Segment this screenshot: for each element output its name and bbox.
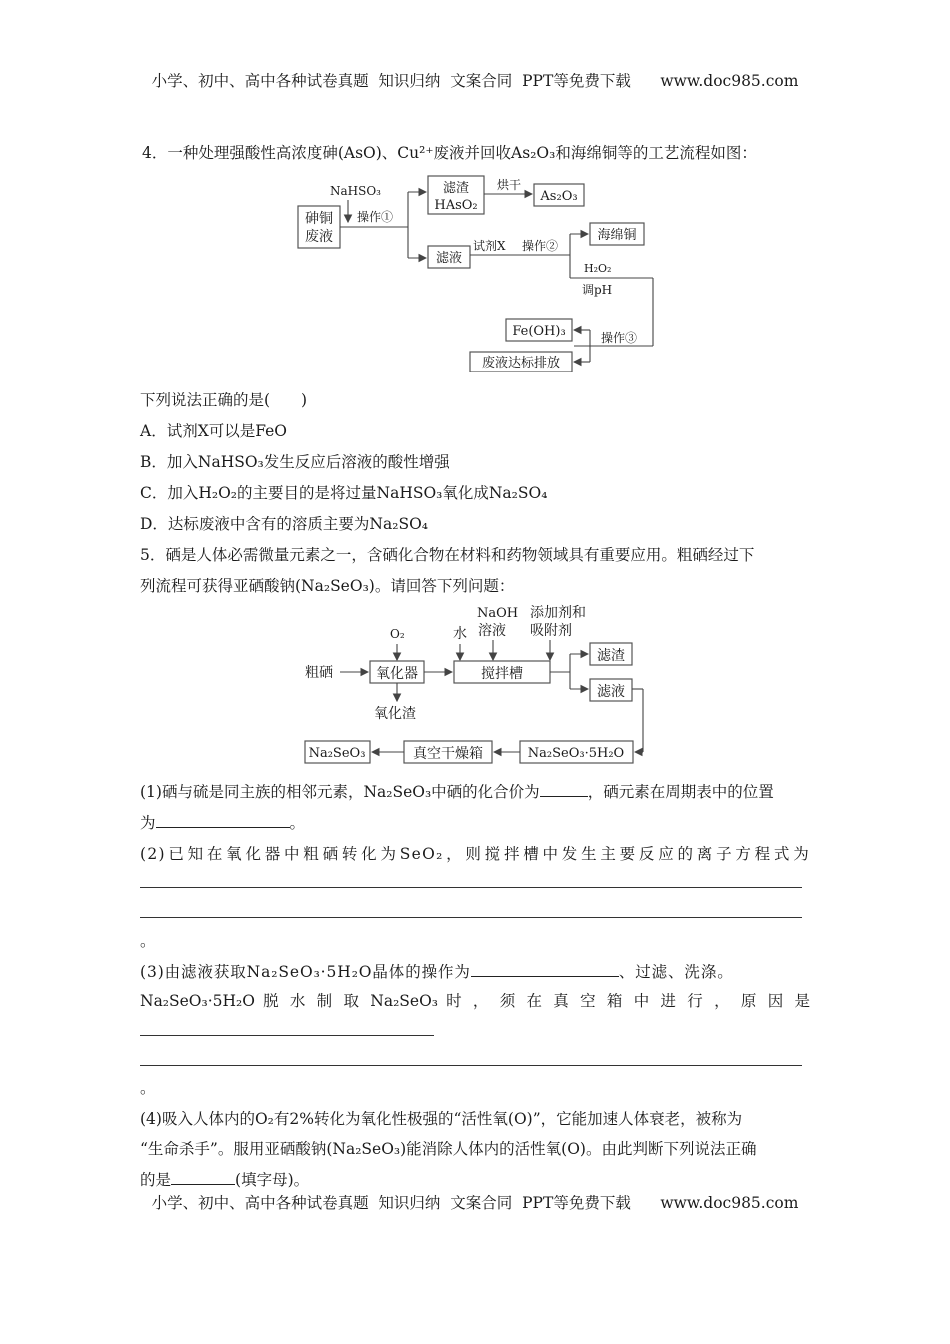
q5-tank-label: 搅拌槽 [481, 666, 523, 682]
q4-op2-label: 操作② [522, 239, 559, 253]
q5-oxidizer-label: 氧化器 [376, 666, 418, 682]
q4-flow-diagram [0, 172, 950, 372]
q5-part4-text-c: 的是 [140, 1171, 172, 1189]
q5-part3-blank-1[interactable] [471, 960, 619, 977]
q5-water-label: 水 [453, 626, 467, 642]
q4-option-d: D．达标废液中含有的溶质主要为Na₂SO₄ [140, 515, 428, 533]
q4-residue-formula: HAsO₂ [434, 198, 478, 213]
q5-part1-line1 [140, 780, 774, 803]
q5-part3-text-b: 、过滤、洗涤。 [618, 963, 734, 981]
q5-part3-answer-line-2[interactable] [140, 1065, 802, 1066]
q4-question: 下列说法正确的是( ) [140, 391, 308, 409]
q5-part1-text-a: (1)硒与硫是同主族的相邻元素，Na₂SeO₃中硒的化合价为 [140, 783, 540, 801]
q4-ph-label: 调pH [582, 283, 613, 297]
page-header: 小学、初中、高中各种试卷真题 知识归纳 文案合同 PPT等免费下载 www.doc985.com [151, 72, 799, 90]
q5-slag-label: 氧化渣 [374, 706, 416, 722]
q4-h2o2-label: H₂O₂ [584, 262, 612, 275]
q4-filtrate-label: 滤液 [435, 251, 463, 266]
q4-residue-label: 滤渣 [442, 181, 470, 196]
q4-feed-label-2: 废液 [305, 229, 333, 245]
q5-dryer-label: 真空干燥箱 [413, 746, 483, 762]
q4-option-a: A．试剂X可以是FeO [140, 422, 288, 440]
q5-filtrate-label: 滤液 [597, 684, 625, 700]
q5-part3-text-c: Na₂SeO₃·5H₂O 脱 水 制 取 Na₂SeO₃ 时 ， 须 在 真 空 箱 中 进 行 ， 原 因 是 [140, 992, 810, 1010]
q5-part4-blank[interactable] [171, 1168, 235, 1185]
q5-part3-text-a: (3)由滤液获取Na₂SeO₃·5H₂O晶体的操作为 [140, 963, 471, 981]
q5-part4-line3 [140, 1168, 309, 1191]
q5-final-label: Na₂SeO₃ [308, 746, 366, 761]
q5-part3-end: 。 [140, 1079, 156, 1097]
q4-waste-label: 废液达标排放 [481, 356, 561, 371]
q4-stem: 4．一种处理强酸性高浓度砷(AsO)、Cu²⁺废液并回收As₂O₃和海绵铜等的工艺流程如图： [142, 144, 757, 162]
q5-part1-text-b: ，硒元素在周期表中的位置 [587, 783, 774, 801]
q5-crude-label: 粗硒 [305, 665, 333, 681]
q4-option-b: B．加入NaHSO₃发生反应后溶液的酸性增强 [140, 453, 450, 471]
q4-product1-label: As₂O₃ [540, 189, 578, 204]
q4-product2-label: 海绵铜 [597, 228, 637, 243]
q4-option-c: C．加入H₂O₂的主要目的是将过量NaHSO₃氧化成Na₂SO₄ [140, 484, 548, 502]
q5-part3-line1 [140, 960, 734, 983]
q5-part4-line2: “生命杀手”。服用亚硒酸钠(Na₂SeO₃)能消除人体内的活性氧(O)。由此判断下列说法正确 [140, 1140, 757, 1158]
q4-reagent-label: NaHSO₃ [330, 184, 381, 198]
q5-part1-blank-2[interactable] [156, 811, 290, 828]
q5-part1-text-d: 。 [289, 814, 306, 832]
q4-op1-label: 操作① [357, 210, 394, 224]
q5-part2-answer-line-1[interactable] [140, 887, 802, 888]
q5-part3-answer-line-1[interactable] [140, 1035, 434, 1036]
q5-part1-blank-1[interactable] [540, 780, 588, 797]
q5-residue-label: 滤渣 [597, 648, 625, 664]
q5-part2-text: (2)已知在氧化器中粗硒转化为SeO₂，则搅拌槽中发生主要反应的离子方程式为 [140, 845, 810, 863]
q4-feed-label: 砷铜 [305, 211, 333, 227]
q5-stem-1: 5．硒是人体必需微量元素之一，含硒化合物在材料和药物领域具有重要应用。粗硒经过下 [140, 546, 755, 564]
q5-naoh-label: NaOH [477, 606, 519, 621]
q5-naoh-label-2: 溶液 [478, 623, 506, 639]
q5-flow-diagram [0, 600, 950, 768]
q5-part1-text-c: 为 [140, 814, 156, 832]
q4-op3-label: 操作③ [601, 331, 638, 345]
q5-hydrate-label: Na₂SeO₃·5H₂O [527, 746, 625, 761]
q5-o2-label: O₂ [390, 627, 405, 641]
q5-additive-label-2: 吸附剂 [530, 623, 572, 639]
q4-dry-label: 烘干 [497, 178, 522, 192]
page-footer: 小学、初中、高中各种试卷真题 知识归纳 文案合同 PPT等免费下载 www.doc985.com [151, 1194, 799, 1212]
q4-product3-label: Fe(OH)₃ [512, 324, 566, 339]
q5-part1-line2 [140, 811, 305, 834]
q5-part4-text-d: (填字母)。 [235, 1171, 310, 1189]
q5-part2-end: 。 [140, 932, 156, 950]
q4-reagentx-label: 试剂X [473, 239, 506, 253]
q5-part4-line1: (4)吸入人体内的O₂有2%转化为氧化性极强的“活性氧(O)”，它能加速人体衰老，被称为 [140, 1110, 743, 1128]
q5-stem-2: 列流程可获得亚硒酸钠(Na₂SeO₃)。请回答下列问题： [140, 577, 515, 595]
q5-additive-label: 添加剂和 [530, 605, 586, 621]
q5-part2-answer-line-2[interactable] [140, 917, 802, 918]
